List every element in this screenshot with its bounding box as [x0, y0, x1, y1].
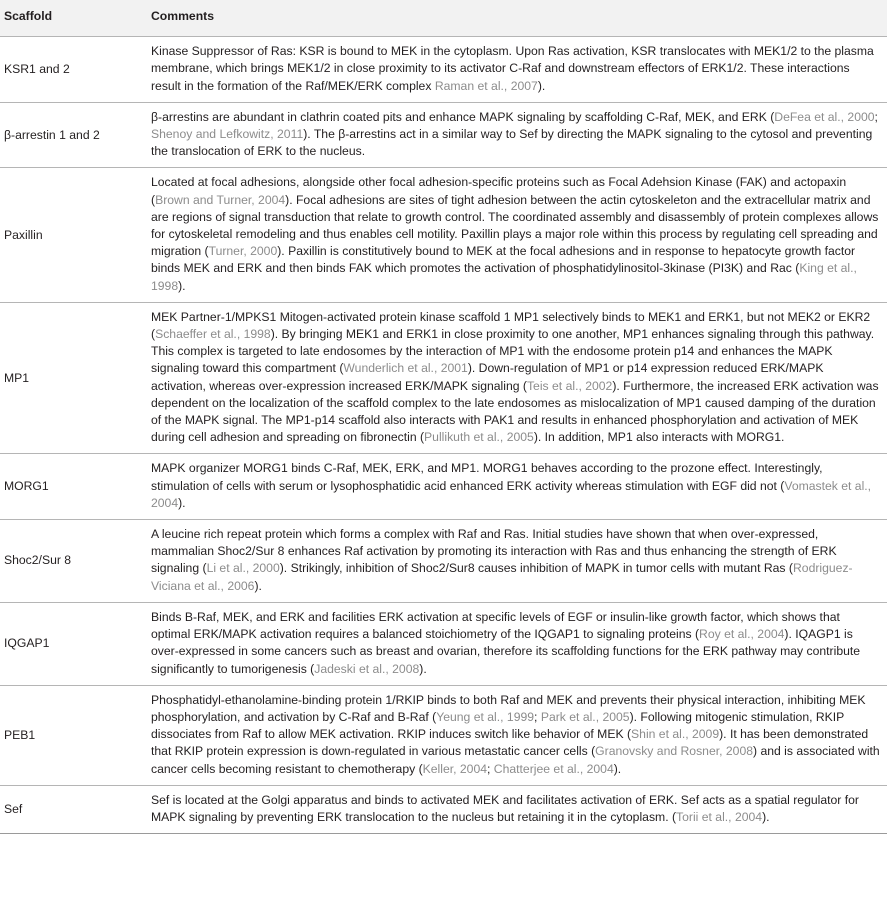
comment-text: Binds B-Raf, MEK, and ERK and facilities ERK activation at specific levels of EGF or insulin-like growth factor, which shows that optimal ERK/MAPK activation requires a balanced stoichiometry of the IQGAP1 to signaling proteins ( — [151, 609, 840, 642]
comment-text: ; — [874, 109, 878, 124]
citation-link[interactable]: Schaeffer et al., 1998 — [155, 327, 271, 342]
comment-text: Phosphatidyl-ethanolamine-binding protein 1/RKIP binds to both Raf and MEK and prevents their physical interaction, inhibiting MEK phosphorylation, and activation by C-Raf and B-Raf ( — [151, 692, 866, 724]
comment-text: ). Following mitogenic stimulation, RKIP dissociates from Raf to allow MEK activation. RKIP induces switch like behavior of MEK ( — [151, 709, 845, 742]
comment-text: ). — [254, 578, 262, 593]
table-row — [0, 520, 887, 603]
comment-text: ). — [613, 761, 622, 776]
table-row — [0, 785, 887, 833]
comment-text: ). — [537, 78, 546, 93]
citation-link[interactable]: Shin et al., 2009 — [631, 727, 720, 742]
comment-cell — [151, 168, 887, 302]
comment-text: ). — [762, 809, 770, 824]
citation-link[interactable]: Pullikuth et al., 2005 — [424, 430, 534, 445]
citation-link[interactable]: Shenoy and Lefkowitz, 2011 — [151, 127, 304, 142]
table-row — [0, 37, 887, 103]
table-row — [0, 454, 887, 520]
citation-link[interactable]: Park et al., 2005 — [540, 709, 630, 724]
table-row — [0, 102, 887, 168]
comment-text: ). Focal adhesions are sites of tight adhesion between the actin cytoskeleton and the extracellular matrix and are regions of signal transduction that relate to growth control. The coordinated assembly and disassembly of protein complexes allows for cytoskeletal remodeling and thus enables cell motility. Paxillin plays a major role within this process by regulating cell spreading and migration ( — [151, 192, 879, 259]
table-row — [0, 168, 887, 302]
citation-link[interactable]: Jadeski et al., 2008 — [314, 661, 420, 676]
comment-text: β-arrestins are abundant in clathrin coated pits and enhance MAPK signaling by scaffolding C-Raf, MEK, and ERK ( — [151, 109, 775, 124]
comment-text: ). — [178, 495, 186, 510]
comment-text: ). IQAGP1 is over-expressed in some cancers such as breast and ovarian, therefore its scaffolding functions for the ERK pathway may contribute significantly to tumorigenesis ( — [151, 627, 861, 676]
comment-cell — [151, 602, 887, 685]
comment-cell — [151, 102, 887, 168]
comment-text: ). — [419, 661, 427, 676]
citation-link[interactable]: Yeung et al., 1999 — [436, 709, 535, 724]
citation-link[interactable]: Keller, 2004 — [422, 761, 488, 776]
citation-link[interactable]: Vomastek et al., 2004 — [151, 478, 872, 510]
scaffold-name: MORG1 — [0, 454, 151, 520]
table-body — [0, 37, 887, 834]
scaffold-name: Sef — [0, 785, 151, 833]
citation-link[interactable]: Chatterjee et al., 2004 — [493, 761, 614, 776]
scaffold-name: MP1 — [0, 302, 151, 454]
scaffold-name: Paxillin — [0, 168, 151, 302]
comment-cell — [151, 785, 887, 833]
comment-text: ; — [487, 761, 494, 776]
comment-text: ). Paxillin is constitutively bound to MEK at the focal adhesions and in response to hepatocyte growth factor binds MEK and ERK and then binds FAK which promotes the activation of phosphatidylinositol-3kinase (PI3K) and Rac ( — [151, 244, 856, 276]
citation-link[interactable]: Brown and Turner, 2004 — [155, 192, 286, 207]
citation-link[interactable]: Torii et al., 2004 — [676, 809, 763, 824]
comment-cell — [151, 454, 887, 520]
citation-link[interactable]: Rodriguez-Viciana et al., 2006 — [151, 561, 853, 593]
citation-link[interactable]: Roy et al., 2004 — [699, 627, 785, 642]
comment-text: MEK Partner-1/MPKS1 Mitogen-activated protein kinase scaffold 1 MP1 selectively binds to MEK1 and ERK1, but not MEK2 or EKR2 ( — [151, 309, 871, 342]
comment-cell — [151, 520, 887, 603]
scaffold-name: PEB1 — [0, 685, 151, 785]
comment-cell — [151, 37, 887, 103]
table-header-row — [0, 0, 887, 37]
comment-cell — [151, 302, 887, 454]
citation-link[interactable]: Granovsky and Rosner, 2008 — [595, 744, 754, 759]
comment-text: ). Down-regulation of MP1 or p14 expression reduced ERK/MAPK activation, whereas over-expression increased ERK/MAPK signaling ( — [151, 361, 824, 393]
citation-link[interactable]: Wunderlich et al., 2001 — [343, 361, 468, 376]
scaffold-name: IQGAP1 — [0, 602, 151, 685]
citation-link[interactable]: Teis et al., 2002 — [526, 378, 613, 393]
table-row — [0, 302, 887, 454]
table-row — [0, 602, 887, 685]
citation-link[interactable]: DeFea et al., 2000 — [774, 109, 875, 124]
comment-text: A leucine rich repeat protein which forms a complex with Raf and Ras. Initial studies have shown that when over-expressed, mammalian Shoc2/Sur 8 enhances Raf activation by promoting its interaction with Ras and thus enhancing the strength of ERK signaling ( — [151, 527, 837, 576]
comment-text: ) and is associated with cancer cells becoming resistant to chemotherapy ( — [151, 744, 880, 776]
comment-text: ). By bringing MEK1 and ERK1 in close proximity to one another, MP1 enhances signaling through this pathway. This complex is targeted to late endosomes by the interaction of MP1 with the endosome protein p14 and enhances the MAPK signaling toward this compartment ( — [151, 327, 875, 376]
table-row — [0, 685, 887, 785]
comment-text: Located at focal adhesions, alongside other focal adhesion-specific proteins such as Focal Adehsion Kinase (FAK) and actopaxin ( — [151, 175, 847, 207]
comment-text: ). The β-arrestins act in a similar way to Sef by directing the MAPK signaling to the cytosol and preventing the translocation of ERK to the nucleus. — [151, 127, 873, 159]
scaffold-name: β-arrestin 1 and 2 — [0, 102, 151, 168]
comment-text: ). In addition, MP1 also interacts with MORG1. — [533, 430, 785, 445]
header-comments: Comments — [151, 0, 887, 37]
comment-text: ; — [534, 709, 541, 724]
comment-text: Kinase Suppressor of Ras: KSR is bound to MEK in the cytoplasm. Upon Ras activation, KSR translocates with MEK1/2 to the plasma membrane, which brings MEK1/2 in close proximity to its activator C-Raf and downstream effectors of ERK1/2. These interactions result in the formation of the Raf/MEK/ERK complex — [151, 44, 874, 93]
comment-text: ). It has been demonstrated that RKIP protein expression is down-regulated in various metastatic cancer cells ( — [151, 727, 869, 759]
scaffold-name: Shoc2/Sur 8 — [0, 520, 151, 603]
comment-text: ). — [178, 278, 186, 293]
header-scaffold: Scaffold — [0, 0, 151, 37]
citation-link[interactable]: Turner, 2000 — [208, 244, 278, 259]
comment-cell — [151, 685, 887, 785]
citation-link[interactable]: King et al., 1998 — [151, 261, 857, 293]
comment-text: MAPK organizer MORG1 binds C-Raf, MEK, ERK, and MP1. MORG1 behaves according to the prozone effect. Interestingly, stimulation of cells with serum or lysophosphatidic acid enhanced ERK activity whereas stimulation with EGF did not ( — [151, 461, 823, 493]
citation-link[interactable]: Raman et al., 2007 — [434, 78, 538, 93]
comment-text: ). Strikingly, inhibition of Shoc2/Sur8 causes inhibition of MAPK in tumor cells with mutant Ras ( — [279, 561, 793, 576]
comment-text: ). Furthermore, the increased ERK activation was dependent on the localization of the scaffold complex to the late endosomes as mislocalization of MP1 caused damping of the duration of the MAPK signal. The MP1-p14 scaffold also interacts with PAK1 and results in enhanced phosphorylation and activation of MEK during cell adhesion and spreading on fibronectin ( — [151, 378, 879, 445]
citation-link[interactable]: Li et al., 2000 — [206, 561, 280, 576]
scaffold-name: KSR1 and 2 — [0, 37, 151, 103]
comment-text: Sef is located at the Golgi apparatus and binds to activated MEK and facilitates activation of ERK. Sef acts as a spatial regulator for MAPK signaling by preventing ERK translocation to the nucleus but retaining it in the cytoplasm. ( — [151, 792, 859, 824]
